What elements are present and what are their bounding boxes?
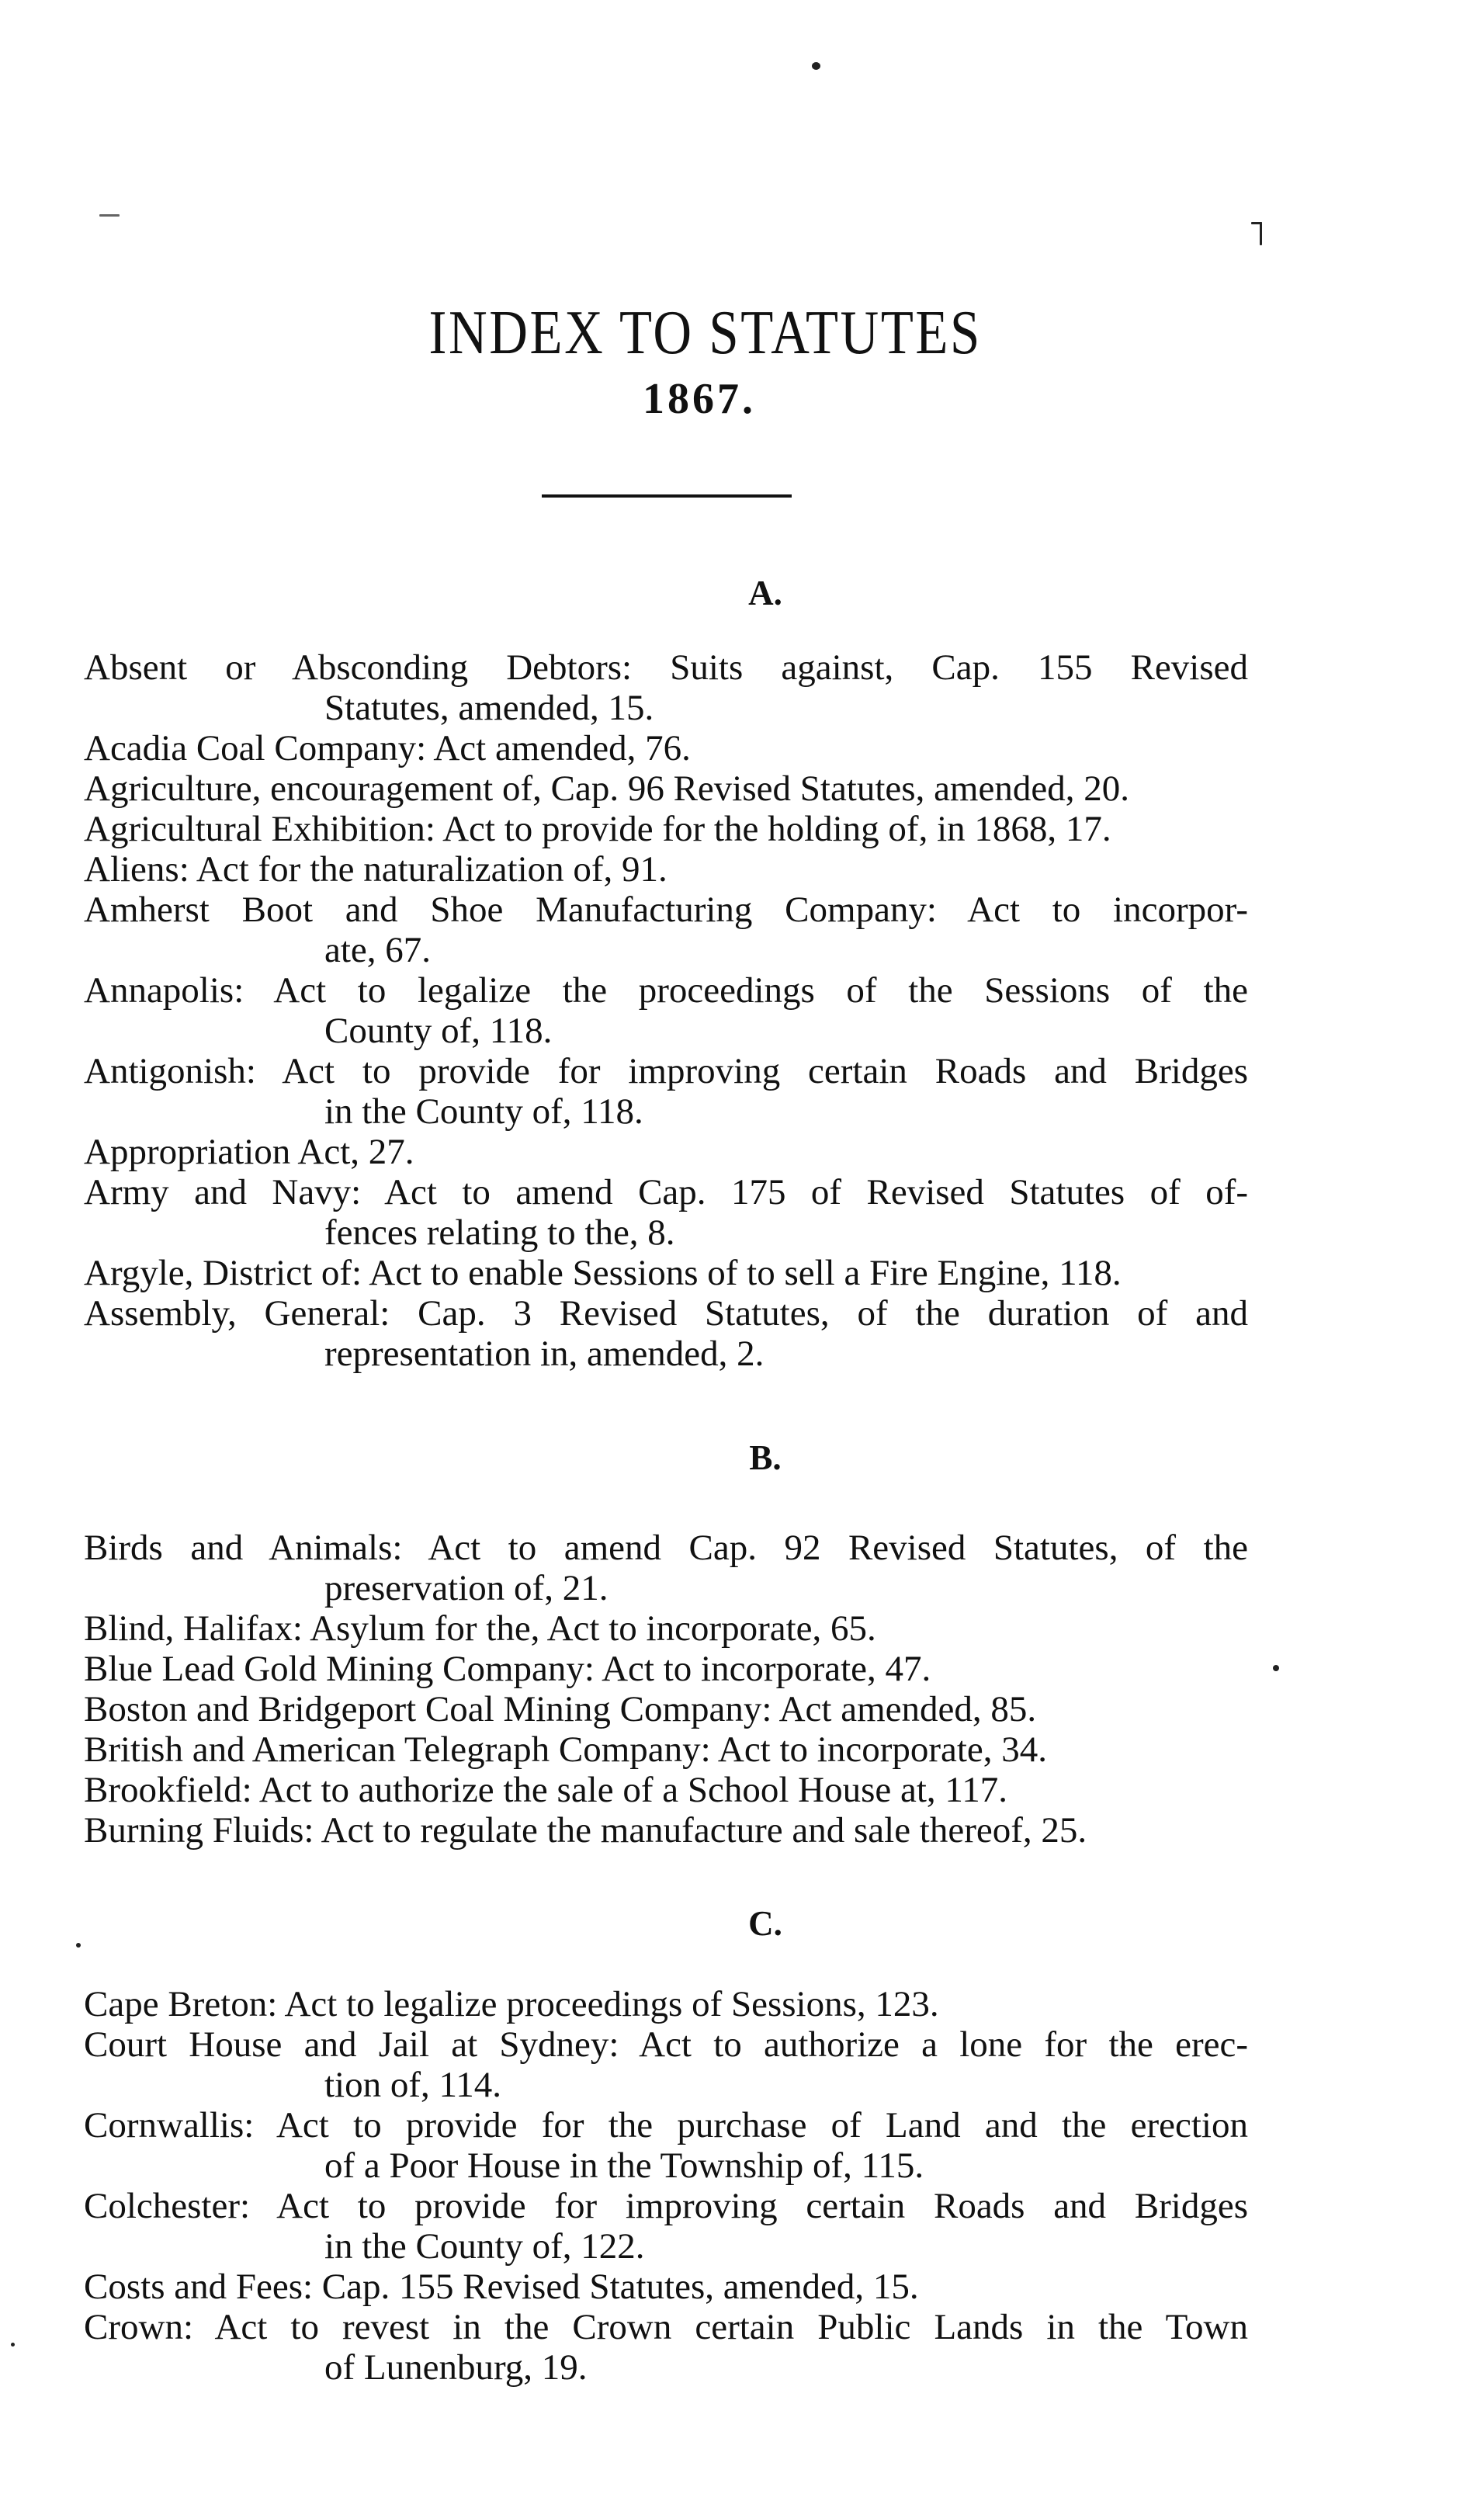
entry-continuation-line: representation in, amended, 2. [324, 1334, 765, 1374]
index-entry [84, 2307, 1248, 2388]
entry-line: Absent or Absconding Debtors: Suits against, Cap. 155 Revised [84, 647, 1248, 688]
entry-line: Cape Breton: Act to legalize proceedings of Sessions, 123. [84, 1984, 939, 2024]
section-letter-b: B. [749, 1438, 782, 1477]
entry-line: Assembly, General: Cap. 3 Revised Statutes, of the duration of and [84, 1293, 1248, 1334]
index-entry [84, 1253, 1248, 1293]
scan-speck [99, 214, 120, 217]
index-entry [84, 1729, 1248, 1770]
entry-line: Cornwallis: Act to provide for the purchase of Land and the erection [84, 2105, 1248, 2145]
entry-line: Army and Navy: Act to amend Cap. 175 of Revised Statutes of of- [84, 1172, 1248, 1212]
index-entry [84, 1810, 1248, 1851]
index-year: 1867. [643, 375, 756, 423]
entry-line: Boston and Bridgeport Coal Mining Company: Act amended, 85. [84, 1689, 1037, 1729]
index-entry [84, 728, 1248, 768]
index-entry [84, 647, 1248, 728]
entry-line: Argyle, District of: Act to enable Sessions of to sell a Fire Engine, 118. [84, 1253, 1122, 1293]
index-entry [84, 1689, 1248, 1729]
scan-speck [1273, 1665, 1279, 1671]
page-title: INDEX TO STATUTES [428, 298, 982, 367]
section-letter-c: C. [748, 1904, 782, 1943]
index-entry [84, 1984, 1248, 2024]
entry-continuation-line: of a Poor House in the Township of, 115. [324, 2145, 924, 2186]
entry-line: Colchester: Act to provide for improving certain Roads and Bridges [84, 2186, 1248, 2226]
entry-line: Costs and Fees: Cap. 155 Revised Statutes, amended, 15. [84, 2267, 919, 2307]
index-entry [84, 1132, 1248, 1172]
entry-line: Appropriation Act, 27. [84, 1132, 414, 1172]
section-letter-a: A. [748, 574, 782, 612]
entry-line: British and American Telegraph Company: Act to incorporate, 34. [84, 1729, 1048, 1770]
index-entry [84, 1051, 1248, 1132]
index-entry [84, 1528, 1248, 1608]
entry-line: Burning Fluids: Act to regulate the manufacture and sale thereof, 25. [84, 1810, 1087, 1851]
entry-continuation-line: fences relating to the, 8. [324, 1212, 675, 1253]
entry-line: Blind, Halifax: Asylum for the, Act to incorporate, 65. [84, 1608, 876, 1649]
entry-line: Acadia Coal Company: Act amended, 76. [84, 728, 691, 768]
entry-continuation-line: preservation of, 21. [324, 1568, 609, 1608]
index-section-c [84, 1984, 1248, 2388]
index-entry [84, 849, 1248, 890]
entry-line: Aliens: Act for the naturalization of, 91. [84, 849, 667, 890]
entry-line: Agriculture, encouragement of, Cap. 96 Revised Statutes, amended, 20. [84, 768, 1129, 809]
scan-speck [11, 2343, 15, 2347]
index-entry [84, 970, 1248, 1051]
entry-line: Agricultural Exhibition: Act to provide for the holding of, in 1868, 17. [84, 809, 1111, 849]
entry-line: Brookfield: Act to authorize the sale of a School House at, 117. [84, 1770, 1007, 1810]
entry-continuation-line: in the County of, 122. [324, 2226, 645, 2267]
index-entry [84, 768, 1248, 809]
entry-line: Crown: Act to revest in the Crown certain Public Lands in the Town [84, 2307, 1248, 2347]
index-entry [84, 890, 1248, 970]
index-entry [84, 1649, 1248, 1689]
index-entry [84, 2024, 1248, 2105]
entry-line: Annapolis: Act to legalize the proceedings of the Sessions of the [84, 970, 1248, 1011]
index-entry [84, 1770, 1248, 1810]
index-entry [84, 1608, 1248, 1649]
entry-continuation-line: tion of, 114. [324, 2065, 502, 2105]
index-section-a [84, 647, 1248, 1374]
index-section-b [84, 1528, 1248, 1851]
index-entry [84, 2105, 1248, 2186]
index-entry [84, 809, 1248, 849]
entry-line: Birds and Animals: Act to amend Cap. 92 Revised Statutes, of the [84, 1528, 1248, 1568]
entry-continuation-line: of Lunenburg, 19. [324, 2347, 588, 2388]
entry-line: Blue Lead Gold Mining Company: Act to incorporate, 47. [84, 1649, 931, 1689]
entry-continuation-line: ate, 67. [324, 930, 432, 970]
entry-continuation-line: in the County of, 118. [324, 1091, 643, 1132]
index-entry [84, 2267, 1248, 2307]
entry-line: Amherst Boot and Shoe Manufacturing Company: Act to incorpor- [84, 890, 1248, 930]
entry-line: Court House and Jail at Sydney: Act to authorize a lone for the erec- [84, 2024, 1248, 2065]
scan-speck [812, 62, 820, 70]
entry-continuation-line: Statutes, amended, 15. [324, 688, 654, 728]
index-entry [84, 1172, 1248, 1253]
entry-line: Antigonish: Act to provide for improving certain Roads and Bridges [84, 1051, 1248, 1091]
entry-continuation-line: County of, 118. [324, 1011, 553, 1051]
index-entry [84, 1293, 1248, 1374]
scan-speck [1260, 222, 1262, 245]
index-entry [84, 2186, 1248, 2267]
title-rule [542, 494, 792, 498]
